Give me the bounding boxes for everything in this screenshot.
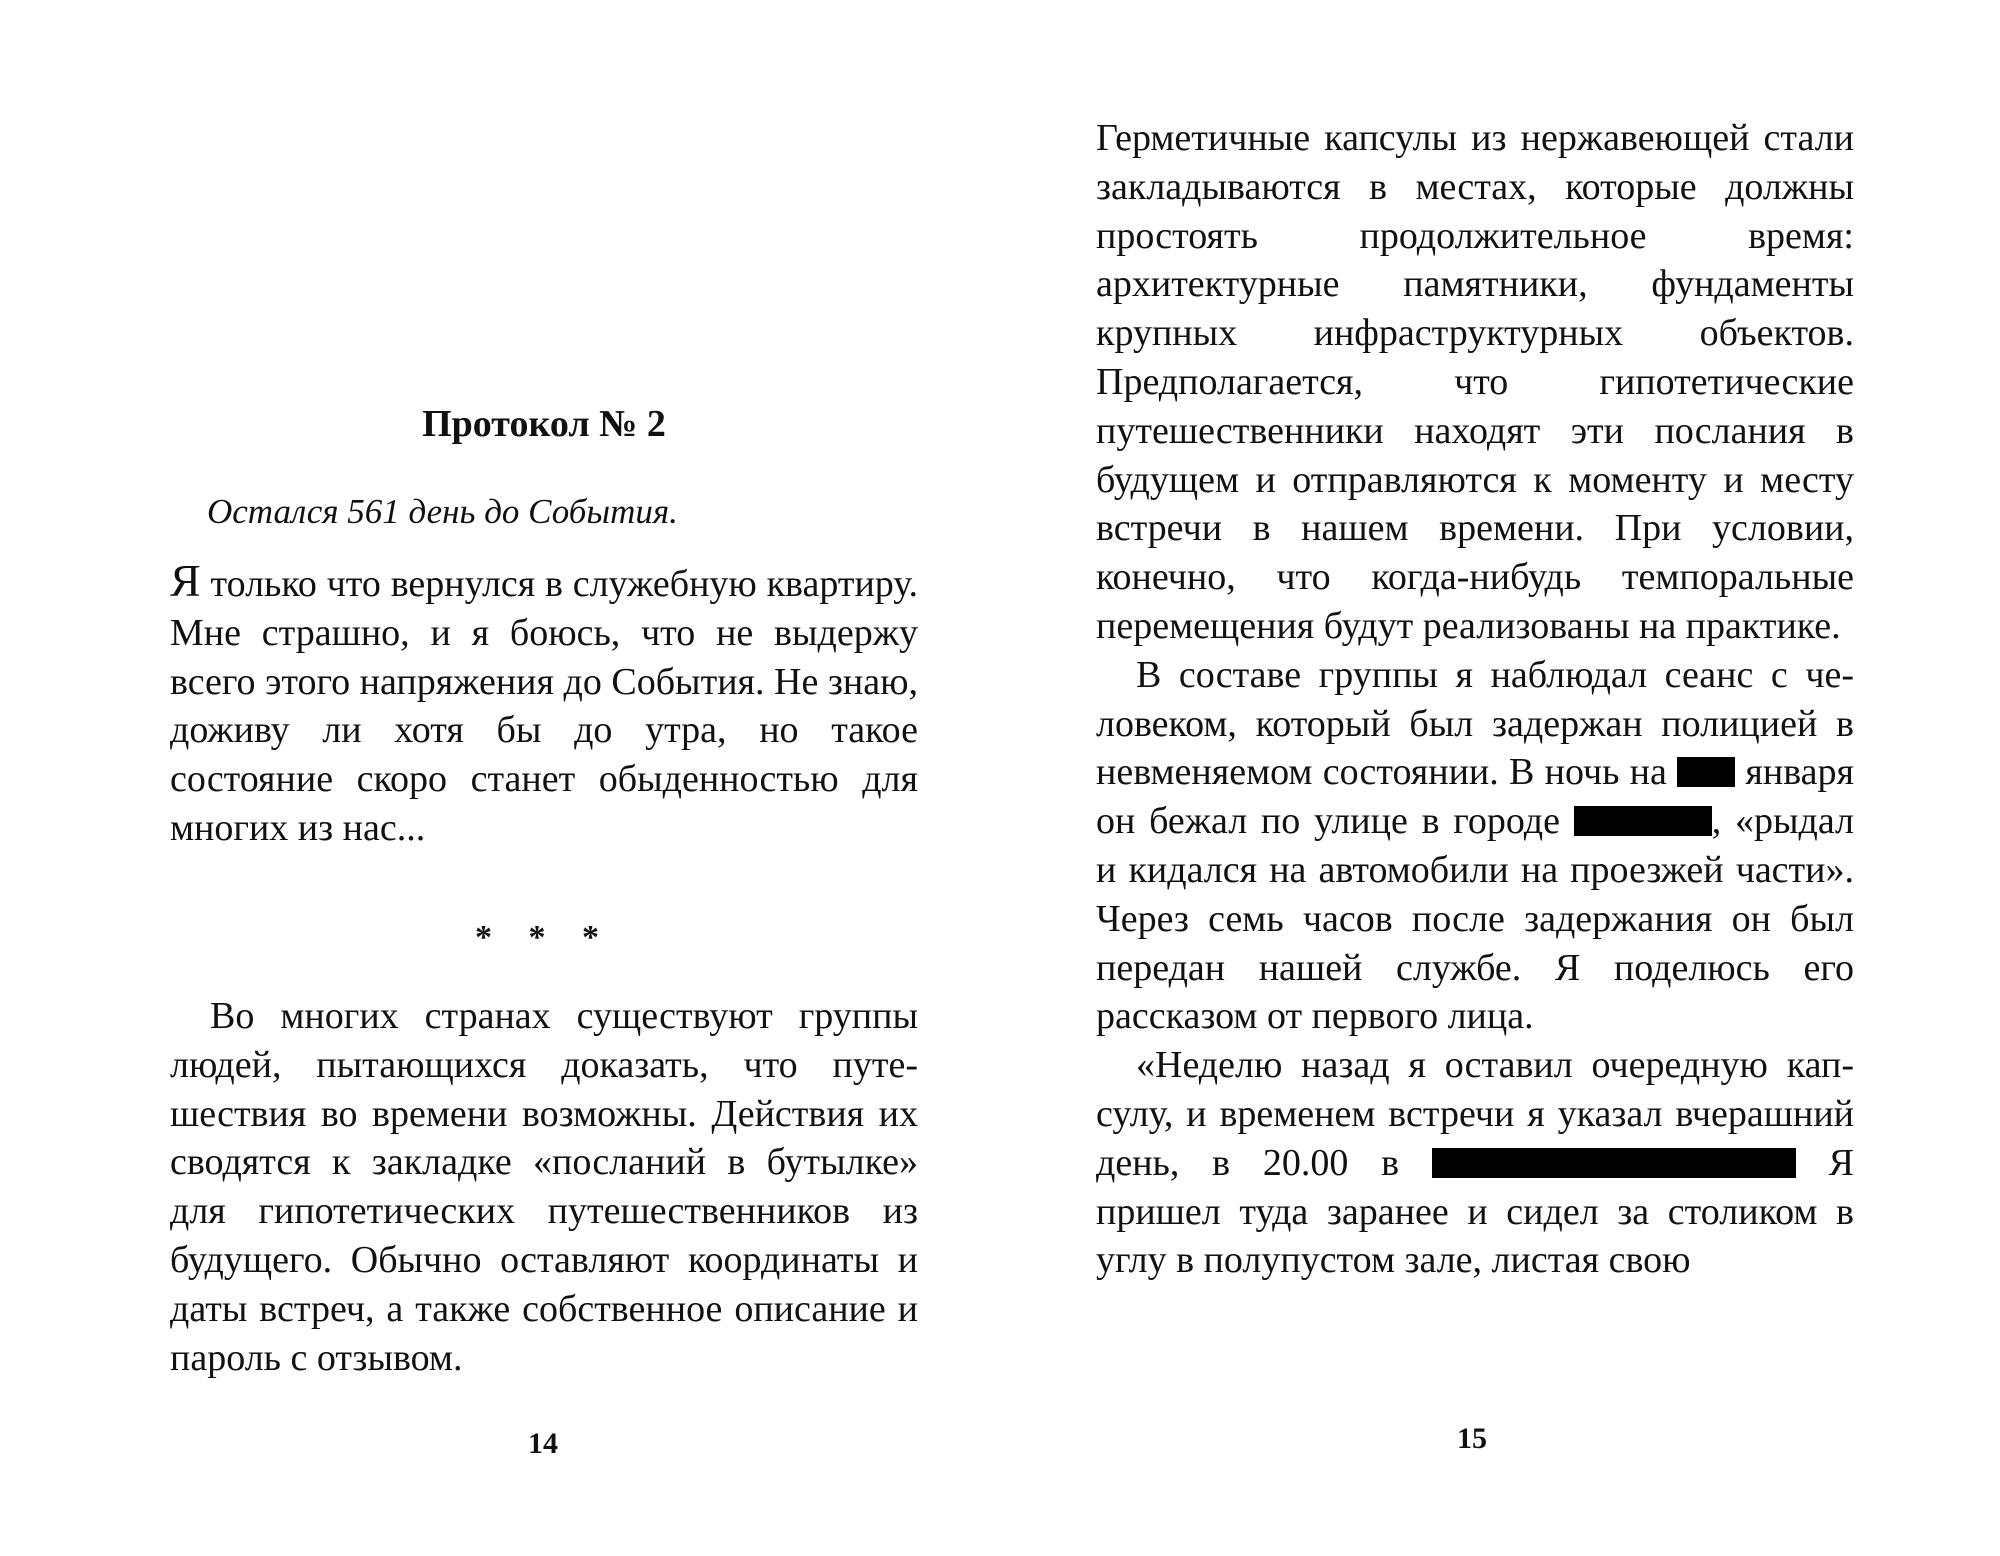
paragraph-first-person-account — [1096, 1041, 1854, 1285]
redaction-bar — [1574, 806, 1712, 836]
body-paragraph-text: Во многих странах существуют группы людей, пытающихся доказать, что путешествия во времени возможны. Действия их сводятся к закладке «посланий в бутылке» для гипотетических путешественников из будущего. Обычно оставляют координаты и даты встреч, а также собственное описание и пароль с отзывом. — [170, 995, 918, 1379]
right-page-text — [1096, 114, 1854, 1285]
section-separator: * * * — [475, 919, 613, 956]
paragraph-text-part: «Неделю назад я оставил очередную капсулу, и временем встречи я указал вчерашний день, в 20.00 в — [1096, 1044, 1854, 1184]
opening-paragraph — [170, 555, 918, 853]
paragraph-detained-man — [1096, 651, 1854, 1041]
right-page — [1000, 0, 2000, 1556]
redaction-bar — [1432, 1148, 1796, 1178]
body-paragraph — [170, 992, 918, 1382]
dropcap-letter: Я — [170, 555, 201, 606]
paragraph-text-part: , «рыдал и кидался на автомобили на проезжей части». Через семь часов после задержания он был передан нашей службе. Я поделюсь его рассказом от первого лица. — [1096, 800, 1854, 1038]
page-number-left: 14 — [528, 1427, 558, 1460]
redaction-bar — [1677, 757, 1735, 787]
paragraph-text-part: января он бежал по улице в городе — [1096, 751, 1854, 843]
paragraph-text-part: Я пришел туда заранее и сидел за столиком в углу в полупустом зале, листая свою — [1096, 1141, 1854, 1282]
page-number-right: 15 — [1457, 1422, 1487, 1455]
paragraph-text-part: В составе группы я наблюдал сеанс с человеком, который был задержан полицией в невменяемом состоянии. В ночь на — [1096, 653, 1854, 794]
chapter-title: Протокол № 2 — [422, 403, 666, 445]
epigraph: Остался 561 день до События. — [207, 492, 678, 531]
continued-paragraph: Герметичные капсулы из нержавеющей стали закладываются в местах, которые должны простоять продолжительное время: архитектурные памятники, фундаменты крупных инфраструктурных объектов. Предполагается, что гипотетические путешественники находят эти послания в будущем и отправляются к моменту и месту встречи в нашем времени. При условии, конечно, что когда-нибудь темпоральные перемещения будут реализованы на практике. — [1096, 117, 1854, 647]
opening-paragraph-text: только что вернулся в служебную квартиру. Мне страшно, и я боюсь, что не выдержу всего этого напряжения до События. Не знаю, доживу ли хотя бы до утра, но такое состояние скоро станет обыденностью для многих из нас... — [170, 563, 918, 849]
